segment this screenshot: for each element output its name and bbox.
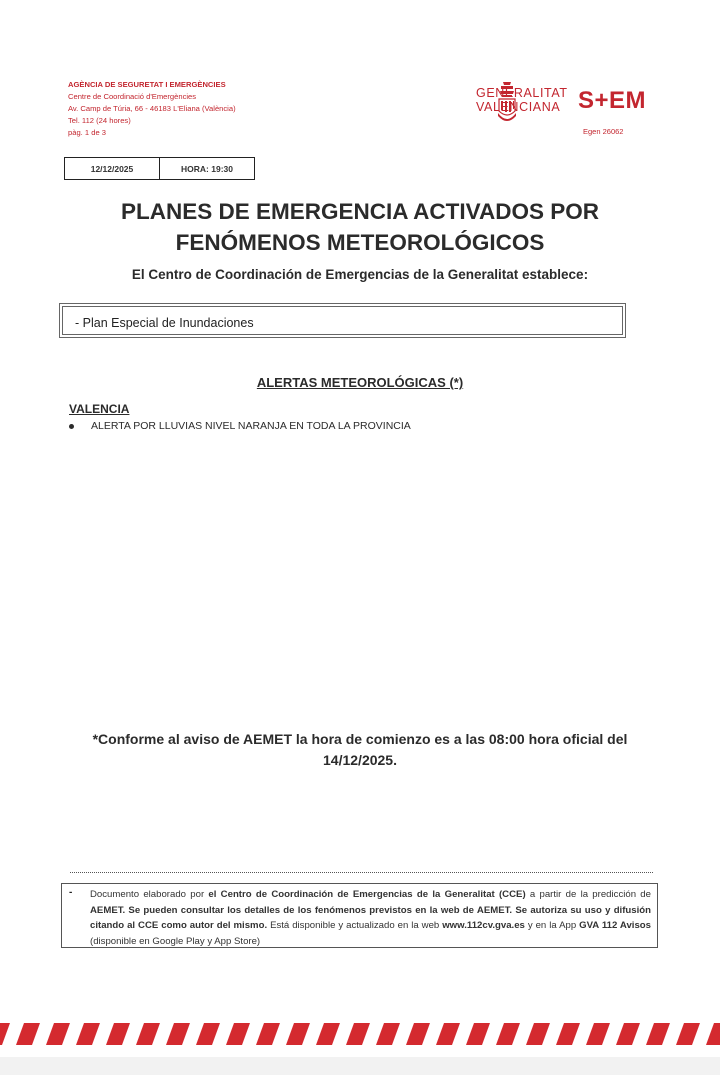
- aemet-note-line-2: 14/12/2025.: [323, 752, 397, 768]
- footer-text-4: y en la App: [524, 920, 580, 931]
- sem-logo: S+EM: [578, 87, 647, 114]
- alert-list-item: [69, 420, 411, 432]
- footer-bold-1: el Centro de Coordinación de Emergencias de la Generalitat (CCE): [208, 889, 526, 900]
- footer-dash: -: [69, 887, 73, 898]
- title-line-2: FENÓMENOS METEOROLÓGICOS: [175, 230, 545, 255]
- footer-text-1: Documento elaborado por: [90, 889, 209, 900]
- page-subtitle: El Centro de Coordinación de Emergencias de la Generalitat establece:: [131, 267, 589, 282]
- report-time: HORA: 19:30: [159, 158, 254, 179]
- title-line-1: PLANES DE EMERGENCIA ACTIVADOS POR: [121, 199, 599, 224]
- page-number: pàg. 1 de 3: [68, 128, 107, 137]
- agency-phone: Tel. 112 (24 hores): [68, 116, 131, 125]
- page-title: [60, 196, 660, 258]
- bottom-margin: [0, 1057, 720, 1075]
- footer-bold-2: AEMET. Se pueden consultar los detalles de los fenómenos previstos en la web de AEMET. Se autoriza su uso y difusión citando al CCE como autor del mismo.: [90, 904, 651, 931]
- province-heading: VALENCIA: [69, 402, 130, 416]
- report-date: 12/12/2025: [90, 163, 134, 174]
- generalitat-line1: GENERALITAT: [476, 86, 568, 100]
- footer-disclaimer: [90, 887, 651, 949]
- agency-address: Av. Camp de Túria, 66 - 46183 L'Eliana (València): [68, 104, 236, 113]
- active-plan-item: - Plan Especial de Inundaciones: [75, 316, 254, 330]
- agency-header: [68, 79, 236, 139]
- footer-text-2: a partir de la predicción de: [525, 889, 651, 900]
- app-name: GVA 112 Avisos: [579, 920, 651, 931]
- aemet-note-line-1: *Conforme al aviso de AEMET la hora de comienzo es a las 08:00 hora oficial del: [92, 731, 628, 747]
- active-plans-box: [59, 303, 626, 338]
- document-code: Egen 26062: [583, 127, 624, 136]
- generalitat-line2: VALENCIANA: [476, 99, 561, 114]
- agency-name: AGÈNCIA DE SEGURETAT I EMERGÈNCIES: [68, 80, 226, 89]
- decorative-stripe: [0, 1023, 720, 1045]
- date-time-box: [64, 157, 255, 180]
- dotted-divider: [70, 872, 653, 873]
- footer-text-3: Está disponible y actualizado en la web: [267, 920, 443, 931]
- footer-text-5: (disponible en Google Play y App Store): [90, 935, 261, 947]
- website-link[interactable]: www.112cv.gva.es: [442, 920, 525, 931]
- alert-text: ALERTA POR LLUVIAS NIVEL NARANJA EN TODA LA PROVINCIA: [91, 420, 411, 432]
- bullet-icon: [69, 424, 74, 429]
- alerts-section-title: ALERTAS METEOROLÓGICAS (*): [256, 375, 464, 390]
- generalitat-logo-text: [476, 87, 568, 114]
- footer-disclaimer-box: [61, 883, 658, 948]
- aemet-note: [70, 729, 650, 771]
- coordination-center: Centre de Coordinació d'Emergències: [68, 92, 197, 101]
